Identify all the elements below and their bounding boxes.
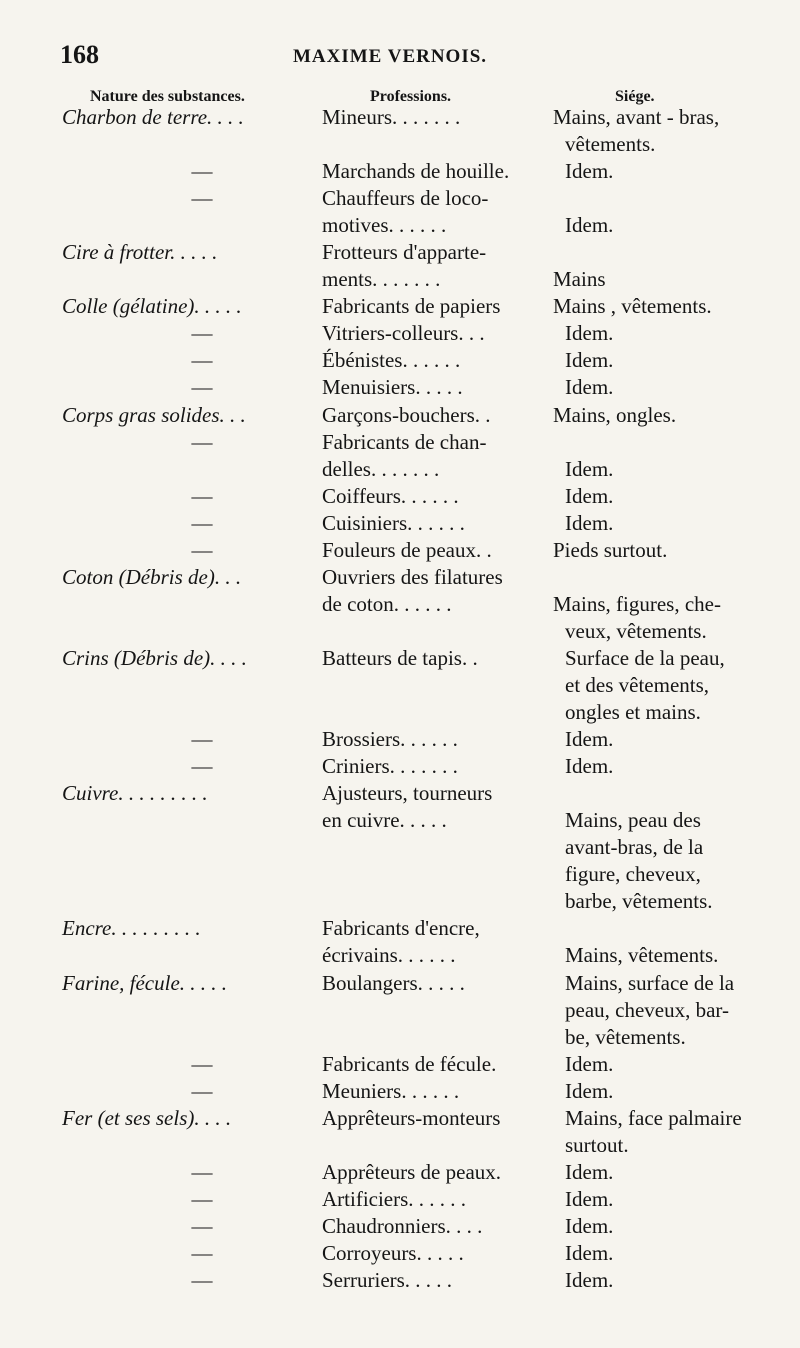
siege-text: Idem. — [565, 456, 614, 481]
substance-name: Crins (Débris de). . . . — [62, 645, 247, 670]
siege-text: figure, cheveux, — [565, 862, 701, 887]
table-line — [0, 970, 800, 997]
table-line — [0, 591, 800, 618]
table-line — [0, 239, 800, 266]
ditto-dash: — — [191, 375, 213, 400]
table-line — [0, 888, 800, 915]
table-line — [0, 483, 800, 510]
table-line — [0, 347, 800, 374]
profession-name: motives. . . . . . — [322, 213, 447, 238]
siege-text: Idem. — [565, 483, 614, 508]
siege-text: Idem. — [565, 375, 614, 400]
table-line — [0, 402, 800, 429]
page-header — [60, 40, 760, 76]
profession-name: Criniers. . . . . . . — [322, 754, 458, 779]
table-line — [0, 753, 800, 780]
profession-name: en cuivre. . . . . — [322, 808, 447, 833]
siege-text: Idem. — [565, 159, 614, 184]
profession-name: Cuisiniers. . . . . . — [322, 510, 465, 535]
profession-name: Chauffeurs de loco- — [322, 186, 489, 211]
ditto-dash: — — [191, 348, 213, 373]
siege-text: surtout. — [565, 1132, 629, 1157]
profession-name: Fabricants de chan- — [322, 429, 487, 454]
profession-name: Brossiers. . . . . . — [322, 727, 458, 752]
siege-text: Idem. — [565, 1159, 614, 1184]
ditto-dash: — — [191, 429, 213, 454]
table-line — [0, 1024, 800, 1051]
table-line — [0, 699, 800, 726]
profession-name: Apprêteurs-monteurs — [322, 1105, 501, 1130]
ditto-dash: — — [191, 754, 213, 779]
column-header-profession: Professions. — [370, 88, 452, 105]
siege-text: barbe, vêtements. — [565, 889, 713, 914]
table-line — [0, 158, 800, 185]
table-body — [0, 104, 800, 1294]
table-line — [0, 672, 800, 699]
profession-name: Meuniers. . . . . . — [322, 1078, 460, 1103]
siege-text: Idem. — [565, 1051, 614, 1076]
profession-name: Coiffeurs. . . . . . — [322, 483, 459, 508]
column-header-substance: Nature des substances. — [90, 88, 245, 105]
table-line — [0, 564, 800, 591]
table-line — [0, 1186, 800, 1213]
profession-name: Serruriers. . . . . — [322, 1268, 453, 1293]
siege-text: Idem. — [565, 321, 614, 346]
ditto-dash: — — [191, 510, 213, 535]
table-line — [0, 429, 800, 456]
table-line — [0, 1051, 800, 1078]
siege-text: Mains — [553, 267, 606, 292]
siege-text: Idem. — [565, 754, 614, 779]
table-line — [0, 915, 800, 942]
table-line — [0, 1267, 800, 1294]
ditto-dash: — — [191, 321, 213, 346]
profession-name: Fabricants de papiers — [322, 294, 501, 319]
siege-text: Idem. — [565, 1240, 614, 1265]
ditto-dash: — — [191, 483, 213, 508]
table-line — [0, 293, 800, 320]
profession-name: Ajusteurs, tourneurs — [322, 781, 493, 806]
siege-text: Surface de la peau, — [565, 645, 725, 670]
ditto-dash: — — [191, 159, 213, 184]
substance-name: Fer (et ses sels). . . . — [62, 1105, 232, 1130]
profession-name: de coton. . . . . . — [322, 591, 452, 616]
substance-name: Cire à frotter. . . . . — [62, 240, 218, 265]
ditto-dash: — — [191, 1268, 213, 1293]
siege-text: Mains, face palmaire — [565, 1105, 742, 1130]
siege-text: Mains, ongles. — [553, 402, 677, 427]
siege-text: ongles et mains. — [565, 700, 701, 725]
siege-text: Idem. — [565, 1078, 614, 1103]
substance-name: Corps gras solides. . . — [62, 402, 246, 427]
substance-name: Farine, fécule. . . . . — [62, 970, 228, 995]
table-line — [0, 185, 800, 212]
profession-name: Fouleurs de peaux. . — [322, 537, 492, 562]
table-line — [0, 1159, 800, 1186]
substance-name: Colle (gélatine). . . . . — [62, 294, 242, 319]
page-number: 168 — [60, 40, 99, 69]
table-line — [0, 997, 800, 1024]
table-line — [0, 1078, 800, 1105]
ditto-dash: — — [191, 1078, 213, 1103]
profession-name: Menuisiers. . . . . — [322, 375, 463, 400]
profession-name: delles. . . . . . . — [322, 456, 440, 481]
siege-text: Mains, peau des — [565, 808, 701, 833]
siege-text: Idem. — [565, 348, 614, 373]
table-line — [0, 1213, 800, 1240]
profession-name: Marchands de houille. — [322, 159, 510, 184]
siege-text: Mains, avant - bras, — [553, 105, 720, 129]
table-line — [0, 456, 800, 483]
profession-name: Artificiers. . . . . . — [322, 1186, 467, 1211]
table-line — [0, 780, 800, 807]
siege-text: Idem. — [565, 1268, 614, 1293]
ditto-dash: — — [191, 1240, 213, 1265]
table-line — [0, 618, 800, 645]
profession-name: Boulangers. . . . . — [322, 970, 465, 995]
profession-name: Frotteurs d'apparte- — [322, 240, 487, 265]
table-line — [0, 807, 800, 834]
table-line — [0, 131, 800, 158]
profession-name: Ébénistes. . . . . . — [322, 348, 461, 373]
ditto-dash: — — [191, 537, 213, 562]
table-line — [0, 726, 800, 753]
ditto-dash: — — [191, 1186, 213, 1211]
siege-text: Idem. — [565, 1213, 614, 1238]
running-title: MAXIME VERNOIS. — [292, 46, 488, 67]
substance-name: Charbon de terre. . . . — [62, 105, 244, 129]
siege-text: Idem. — [565, 510, 614, 535]
column-header-siege: Siége. — [615, 88, 655, 105]
siege-text: Mains, vêtements. — [565, 943, 719, 968]
table-line — [0, 104, 800, 131]
profession-name: Batteurs de tapis. . — [322, 645, 478, 670]
substance-name: Encre. . . . . . . . . — [62, 916, 201, 941]
siege-text: Mains, surface de la — [565, 970, 735, 995]
profession-name: Fabricants de fécule. — [322, 1051, 497, 1076]
siege-text: Mains , vêtements. — [553, 294, 712, 319]
table-line — [0, 942, 800, 969]
siege-text: Idem. — [565, 213, 614, 238]
profession-name: Ouvriers des filatures — [322, 564, 503, 589]
profession-name: Mineurs. . . . . . . — [322, 105, 461, 129]
profession-name: ments. . . . . . . — [322, 267, 441, 292]
ditto-dash: — — [191, 1213, 213, 1238]
ditto-dash: — — [191, 727, 213, 752]
substance-name: Coton (Débris de). . . — [62, 564, 242, 589]
siege-text: vêtements. — [565, 132, 656, 157]
profession-name: Vitriers-colleurs. . . — [322, 321, 485, 346]
profession-name: Chaudronniers. . . . — [322, 1213, 483, 1238]
table-line — [0, 1240, 800, 1267]
table-line — [0, 1132, 800, 1159]
table-line — [0, 510, 800, 537]
profession-name: Apprêteurs de peaux. — [322, 1159, 502, 1184]
table-line — [0, 834, 800, 861]
table-line — [0, 320, 800, 347]
profession-name: écrivains. . . . . . — [322, 943, 456, 968]
siege-text: Idem. — [565, 1186, 614, 1211]
siege-text: be, vêtements. — [565, 1024, 686, 1049]
substance-name: Cuivre. . . . . . . . . — [62, 781, 208, 806]
profession-name: Corroyeurs. . . . . — [322, 1240, 464, 1265]
table-line — [0, 266, 800, 293]
siege-text: Idem. — [565, 727, 614, 752]
siege-text: avant-bras, de la — [565, 835, 704, 860]
siege-text: et des vêtements, — [565, 672, 710, 697]
table-line — [0, 212, 800, 239]
ditto-dash: — — [191, 186, 213, 211]
profession-name: Fabricants d'encre, — [322, 916, 480, 941]
siege-text: peau, cheveux, bar- — [565, 997, 729, 1022]
ditto-dash: — — [191, 1051, 213, 1076]
table-line — [0, 537, 800, 564]
table-line — [0, 374, 800, 401]
siege-text: Mains, figures, che- — [553, 591, 721, 616]
ditto-dash: — — [191, 1159, 213, 1184]
table-line — [0, 1105, 800, 1132]
table-line — [0, 645, 800, 672]
siege-text: veux, vêtements. — [565, 618, 707, 643]
table-line — [0, 861, 800, 888]
siege-text: Pieds surtout. — [553, 537, 668, 562]
profession-name: Garçons-bouchers. . — [322, 402, 491, 427]
